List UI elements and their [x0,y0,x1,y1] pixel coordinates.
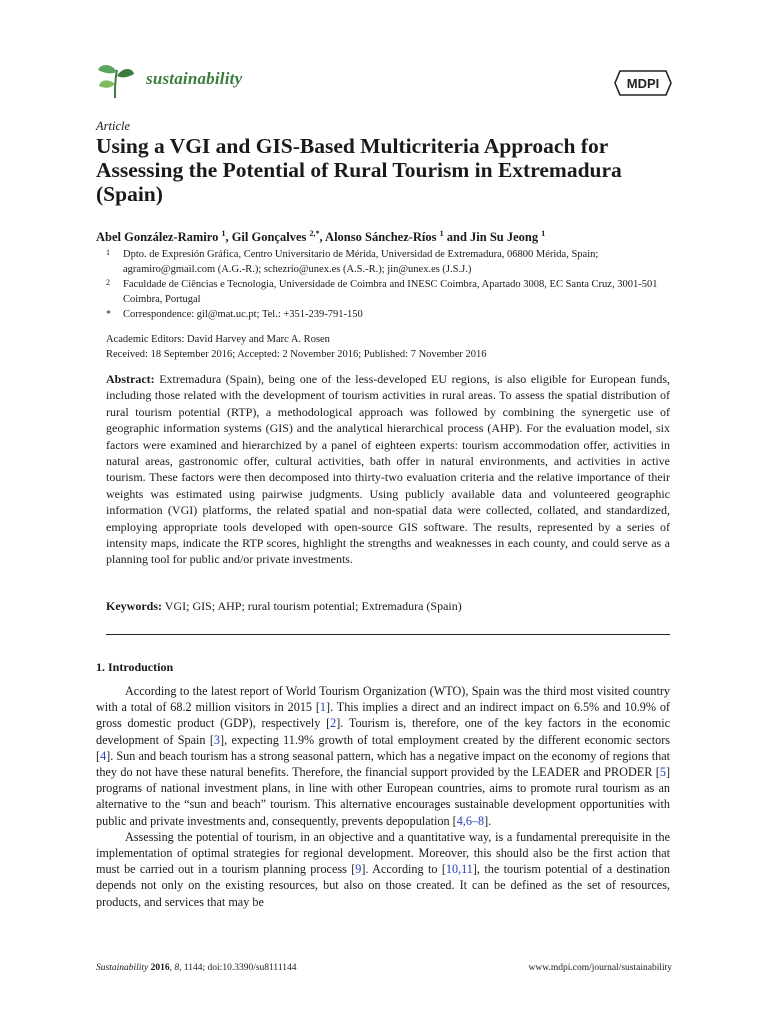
publisher-name: MDPI [626,76,660,91]
reference-link[interactable]: 3 [213,732,221,747]
affiliation-text: Dpto. de Expresión Gráfica, Centro Universitario de Mérida, Universidad de Extremadura, 06800 Mérida, Spain; agramiro@gmail.com (A.G.-R.); schezrio@unex.es (A.S.-R.); jin@unex.es (J.S.J.) [123,249,599,275]
affiliations [96,248,672,324]
abstract-text: Extremadura (Spain), being one of the less-developed EU regions, is also eligible for European funds, including those related with the development of tourism activities in rural areas. To assess the spatial distribution of rural tourism potential (RTP), a methodological approach was followed by combining the synergetic use of geographic information systems (GIS) and the analytical hierarchical process (AHP). For the evaluation model, six factors were examined and hierarchized by a panel of eighteen experts: tourism accommodation offer, activities in natural areas, gastronomic offer, cultural activities, bath offer in natural environments, and activities in active tourism. These factors were then decomposed into thirty-two evaluation criteria and the relative importance of their weights was estimated using pairwise judgments. Using publicly available data and volunteered geographic information (VGI) platforms, the related spatial and non-spatial data were collected, collated, and standardized, employing appropriate tools developed with open-source GIS software. The results, represented by a series of intensity maps, indicate the RTP scores, highlight the strengths and weaknesses in each county, and could serve as a planning tool for public and/or private investments. [106,372,671,567]
footer-doi: , 1144; doi:10.3390/su8111144 [179,963,297,973]
author-affiliation-mark: 1 [541,229,546,238]
abstract-label: Abstract: [106,372,155,386]
editorial-info [106,333,487,362]
keywords-text: VGI; GIS; AHP; rural tourism potential; Extremadura (Spain) [164,599,462,613]
paragraph-text: ] programs of national investment plans, in line with other European countries, aims to promote rural tourism as an alternative to the “sun and beach” tourism. This alternative encourages sustainable development opportunities with public and private investments and, consequently, prevents depopulation [ [96,765,670,828]
reference-link[interactable]: 9 [355,862,362,877]
reference-link[interactable]: 4 [100,748,107,763]
affiliation-text: Correspondence: gil@mat.uc.pt; Tel.: +351-239-791-150 [123,309,363,320]
author-separator: , [225,230,232,245]
footer-journal: Sustainability [96,963,149,973]
author-name: Jin Su Jeong [470,230,539,245]
keywords-label: Keywords: [106,599,162,613]
affiliation-item [96,248,672,277]
abstract [106,371,670,568]
keywords [106,598,670,614]
reference-link[interactable]: 10,11 [445,862,473,877]
author-affiliation-mark: 2,* [309,229,320,238]
footer-volume: 8 [174,963,180,973]
affiliation-marker: 2 [106,278,110,287]
article-type: Article [96,119,131,133]
author-separator: and [443,230,471,245]
author-separator: , [319,230,326,245]
paragraph-text: ]. [484,813,492,828]
footer-year: 2016 [150,963,170,973]
body-text [96,683,670,910]
paragraph-text: ], the tourism potential of a destination depends not only on the existing resources, but also on those created. It can be defined as the set of resources, products, and services that may be [96,862,670,909]
reference-link[interactable]: 4,6–8 [456,813,485,828]
paragraph-text: ]. This implies a direct and an indirect impact on 6.5% and 10.9% of gross domestic product (GDP), respectively [ [96,700,670,731]
journal-header [96,56,672,108]
paragraph [96,829,670,910]
paragraph [96,683,670,829]
affiliation-marker: * [106,309,111,320]
author-name: Gil Gonçalves [231,230,307,245]
citation-line: Sustainability 2016, 8, 1144; doi:10.3390/su8111144 [96,963,297,973]
author-list [96,229,545,245]
affiliation-marker: 1 [106,248,110,257]
reference-link[interactable]: 2 [330,716,337,731]
author-affiliation-mark: 1 [439,229,444,238]
paragraph-text: According to the latest report of World Tourism Organization (WTO), Spain was the third most visited country with a total of 68.2 million visitors in 2015 [ [96,684,670,715]
affiliation-item [96,308,672,323]
leaf-icon [96,60,136,100]
author-affiliation-mark: 1 [221,229,226,238]
author-name: Abel González-Ramiro [96,230,219,245]
section-heading: 1. Introduction [96,660,174,674]
journal-name[interactable]: sustainability [146,69,243,88]
publication-dates: Received: 18 September 2016; Accepted: 2 November 2016; Published: 7 November 2016 [106,348,487,360]
paragraph-text: ]. Tourism is, therefore, one of the key factors in the economic development of Spain [ [96,716,671,747]
paragraph-text: ]. According to [ [361,862,446,877]
paragraph-text: ]. Sun and beach tourism has a strong seasonal pattern, which has a negative impact on the economy of regions that they do not have these natural benefits. Therefore, the financial support provided by the LEADER and PRODER [ [96,748,670,780]
reference-link[interactable]: 1 [319,700,327,715]
divider [106,634,670,635]
mdpi-logo-icon[interactable] [614,68,672,98]
affiliation-text: Faculdade de Ciências e Tecnologia, Universidade de Coimbra and INESC Coimbra, Apartado 3008, EC Santa Cruz, 3001-501 Coimbra, Portugal [123,279,658,305]
affiliation-item [96,278,672,307]
paragraph-text: ], expecting 11.9% growth of total employment created by the different economic sectors [ [96,732,670,763]
paragraph-text: Assessing the potential of tourism, in an objective and a quantitative way, is a fundamental prerequisite in the implementation of optimal strategies for regional development. Moreover, this should also be the first action that must be carried out in a tourism planning process [ [96,829,670,877]
reference-link[interactable]: 5 [659,765,666,780]
academic-editors: Academic Editors: David Harvey and Marc A. Rosen [106,334,330,345]
article-title: Using a VGI and GIS-Based Multicriteria Approach for Assessing the Potential of Rural Tourism in Extremadura (Spain) [96,134,622,206]
journal-url-link[interactable]: www.mdpi.com/journal/sustainability [528,963,672,973]
author-name: Alonso Sánchez-Ríos [325,230,437,245]
